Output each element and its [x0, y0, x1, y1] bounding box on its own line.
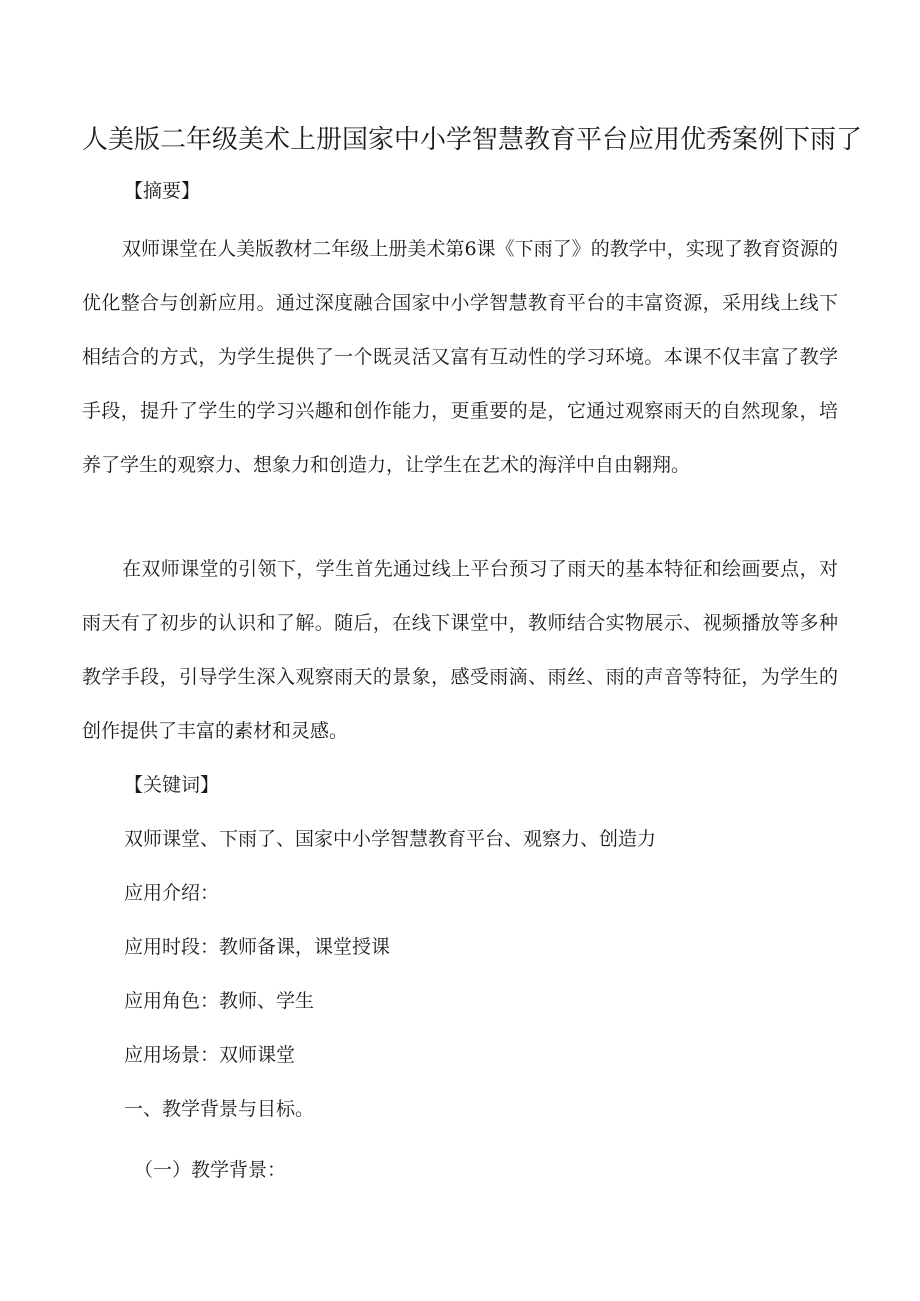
app-intro-label: 应用介绍：	[124, 882, 220, 904]
abstract-heading: 【摘要】	[124, 180, 201, 202]
abstract-paragraph-2: 在双师课堂的引领下，学生首先通过线上平台预习了雨天的基本特征和绘画要点，对雨天有了初步的认识和了解。随后，在线下课堂中，教师结合实物展示、视频播放等多种教学手段，引导学生深入观察雨天的景象，感受雨滴、雨丝、雨的声音等特征，为学生的创作提供了丰富的素材和灵感。	[82, 558, 838, 742]
document-title: 人美版二年级美术上册国家中小学智慧教育平台应用优秀案例下雨了	[82, 125, 863, 155]
app-scene-line: 应用场景：双师课堂	[124, 1044, 296, 1066]
section-heading-1: 一、教学背景与目标。	[124, 1098, 315, 1120]
abstract-paragraph-1: 双师课堂在人美版教材二年级上册美术第6课《下雨了》的教学中，实现了教育资源的优化整合与创新应用。通过深度融合国家中小学智慧教育平台的丰富资源，采用线上线下相结合的方式，为学生提供了一个既灵活又富有互动性的学习环境。本课不仅丰富了教学手段，提升了学生的学习兴趣和创作能力，更重要的是，它通过观察雨天的自然现象，培养了学生的观察力、想象力和创造力，让学生在艺术的海洋中自由翱翔。	[82, 238, 838, 476]
app-period-line: 应用时段：教师备课，课堂授课	[124, 936, 391, 958]
app-roles-line: 应用角色：教师、学生	[124, 990, 315, 1012]
keywords-text: 双师课堂、下雨了、国家中小学智慧教育平台、观察力、创造力	[124, 828, 657, 850]
subsection-heading-1: （一）教学背景：	[134, 1159, 287, 1181]
keywords-heading: 【关键词】	[124, 774, 220, 796]
